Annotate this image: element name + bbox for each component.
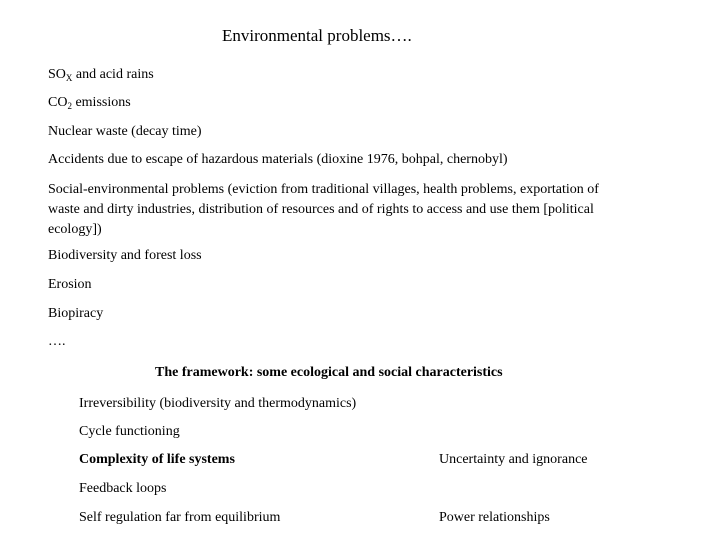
framework-item-irreversibility: Irreversibility (biodiversity and thermodynamics) [79, 396, 357, 411]
page-title: Environmental problems…. [222, 26, 412, 45]
problem-item-co2 [48, 95, 131, 111]
problem-item-biopiracy: Biopiracy [48, 306, 104, 321]
problem-co2-subscript: 2 [67, 101, 72, 111]
framework-item-cycle: Cycle functioning [79, 424, 180, 439]
framework-item-self-regulation: Self regulation far from equilibrium [79, 510, 281, 525]
problem-sox-rest: and acid rains [72, 67, 154, 82]
problem-item-biodiversity: Biodiversity and forest loss [48, 248, 202, 263]
problem-item-erosion: Erosion [48, 277, 92, 292]
problem-item-accidents: Accidents due to escape of hazardous materials (dioxine 1976, bohpal, chernobyl) [48, 152, 508, 167]
framework-item-uncertainty: Uncertainty and ignorance [439, 452, 588, 467]
problem-sox-subscript: X [65, 73, 73, 83]
framework-item-feedback: Feedback loops [79, 481, 167, 496]
problem-item-sox [48, 67, 154, 83]
framework-item-power: Power relationships [439, 510, 550, 525]
problem-item-social: Social-environmental problems (eviction from traditional villages, health problems, exportation of waste and dirty industries, distribution of resources and of rights to access and use them [political ecology]) [48, 182, 599, 237]
problem-co2-main: CO [48, 95, 68, 110]
problem-sox-main: SO [48, 67, 66, 82]
framework-title: The framework: some ecological and social characteristics [155, 365, 503, 380]
problem-item-ellipsis: …. [48, 334, 66, 349]
problem-co2-rest: emissions [71, 95, 131, 110]
problem-item-nuclear-waste: Nuclear waste (decay time) [48, 124, 202, 139]
framework-item-complexity: Complexity of life systems [79, 452, 235, 467]
